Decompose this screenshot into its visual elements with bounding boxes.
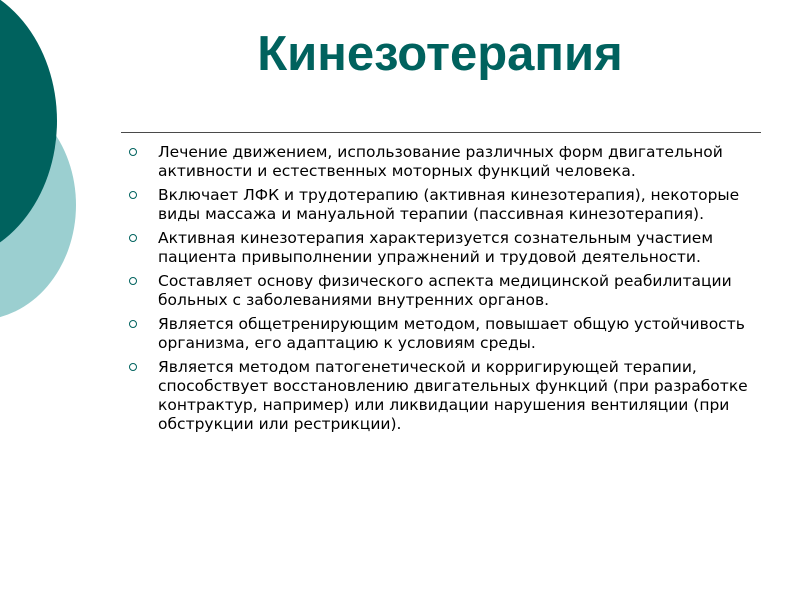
title-divider [121,132,761,133]
circle-bullet-icon [129,320,137,328]
slide-title: Кинезотерапия [257,27,623,81]
bullet-item [128,186,768,224]
bullet-text: Составляет основу физического аспекта медицинской реабилитации больных с заболеваниями внутренних органов. [158,272,732,309]
bullet-text: Включает ЛФК и трудотерапию (активная кинезотерапия), некоторые виды массажа и мануальной терапии (пассивная кинезотерапия). [158,186,740,223]
bullet-list [128,143,768,439]
bullet-text: Активная кинезотерапия характеризуется сознательным участием пациента привыполнении упражнений и трудовой деятельности. [158,229,714,266]
circle-bullet-icon [129,191,137,199]
circle-bullet-icon [129,363,137,371]
bullet-text: Лечение движением, использование различных форм двигательной активности и естественных моторных функций человека. [158,143,723,180]
circle-bullet-icon [129,234,137,242]
bullet-item [128,143,768,181]
bullet-item [128,358,768,434]
bullet-text: Является методом патогенетической и корригирующей терапии, способствует восстановлению двигательных функций (при разработке контрактур, например) или ликвидации нарушения вентиляции (при обструкции или рестрикции). [158,358,748,433]
circle-bullet-icon [129,148,137,156]
bullet-item [128,272,768,310]
bullet-item [128,229,768,267]
circle-bullet-icon [129,277,137,285]
bullet-item [128,315,768,353]
bullet-text: Является общетренирующим методом, повышает общую устойчивость организма, его адаптацию к условиям среды. [158,315,745,352]
